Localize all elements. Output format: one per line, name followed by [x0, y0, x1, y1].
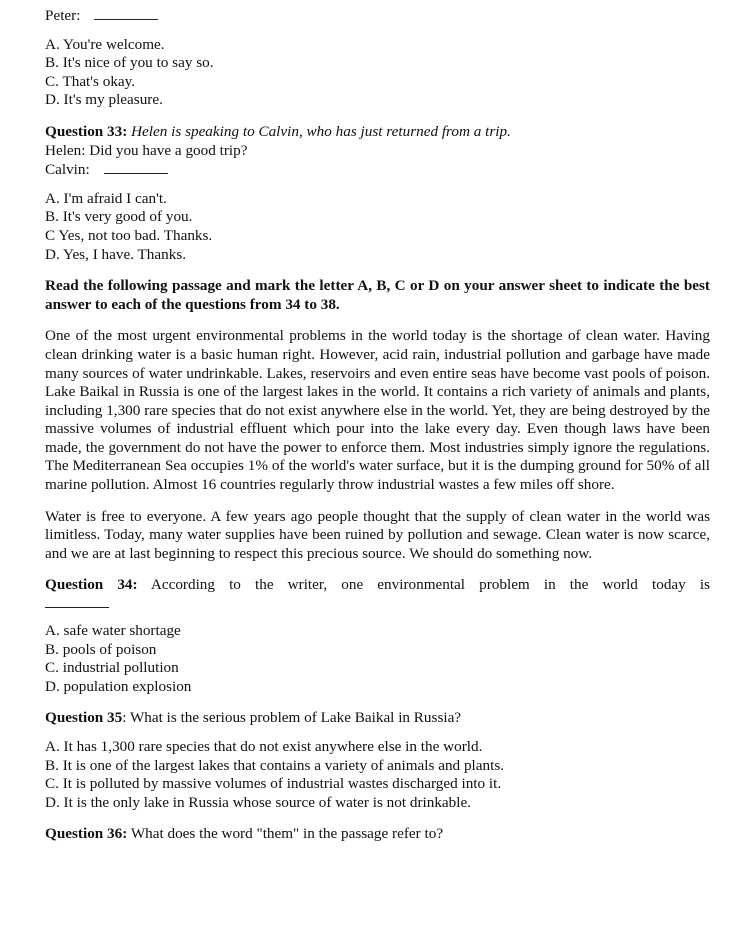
answer-blank: [94, 6, 158, 20]
question-label: Question 34:: [45, 576, 138, 594]
question-33: [45, 123, 710, 142]
passage-paragraph-2: Water is free to everyone. A few years ago people thought that the supply of clean water in the world was limitless. Today, many water supplies have been ruined by pollution and sewage. Clean water is now scarce, and we are at last beginning to respect this precious source. We should do something now.: [45, 507, 710, 562]
option-b: B. pools of poison: [45, 640, 157, 658]
option-a: A. safe water shortage: [45, 622, 181, 640]
option-a: A. It has 1,300 rare species that do not exist anywhere else in the world.: [45, 738, 483, 755]
question-prompt: According to the writer, one environmental problem in the world today is: [150, 576, 710, 594]
reading-instruction: Read the following passage and mark the letter A, B, C or D on your answer sheet to indicate the best answer to each of the questions from 34 to 38.: [45, 277, 710, 313]
option-b: B. It's nice of you to say so.: [45, 54, 214, 72]
option-b: B. It is one of the largest lakes that contains a variety of animals and plants.: [45, 756, 505, 774]
answer-blank: [45, 595, 109, 608]
option-c: C. It is polluted by massive volumes of industrial wastes discharged into it.: [45, 775, 502, 793]
passage-paragraph-1: One of the most urgent environmental problems in the world today is the shortage of clean water. Having clean drinking water is a basic human right. However, acid rain, industrial pollution and garbage have made many sources of water undrinkable. Lakes, reservoirs and even entire seas have become vast pools of poison. Lake Baikal in Russia is one of the largest lakes in the world. It contains a rich variety of animals and plants, including 1,300 rare species that do not exist anywhere else in the world. Yet, they are being destroyed by the massive volumes of industrial effluent which pour into the lake every day. Even though laws have been made, the government do not have the power to enforce them. Most industries simply ignore the regulations. The Mediterranean Sea occupies 1% of the world's water surface, but it is the dumping ground for 50% of all marine pollution. Almost 16 countries regularly throw industrial wastes a few miles off shore.: [45, 327, 710, 494]
option-d: D. It is the only lake in Russia whose source of water is not drinkable.: [45, 793, 472, 811]
option-c: C. That's okay.: [45, 72, 136, 90]
question-35: [45, 709, 710, 728]
question-label: Question 36:: [45, 825, 128, 843]
document-page: [45, 6, 710, 844]
option-b: B. It's very good of you.: [45, 208, 193, 226]
question-prompt: : What is the serious problem of Lake Baikal in Russia?: [122, 709, 462, 727]
option-a: A. I'm afraid I can't.: [45, 189, 167, 207]
question-label: Question 33:: [45, 122, 128, 140]
question-prompt: What does the word "them" in the passage refer to?: [130, 825, 444, 843]
question-label: Question 35: [45, 709, 123, 727]
option-d: D. Yes, I have. Thanks.: [45, 245, 187, 263]
dialogue-line: [45, 160, 710, 180]
option-d: D. It's my pleasure.: [45, 91, 163, 109]
option-c: C Yes, not too bad. Thanks.: [45, 226, 213, 244]
option-d: D. population explosion: [45, 677, 192, 695]
question-36: [45, 825, 710, 844]
answer-blank: [104, 160, 168, 174]
option-c: C. industrial pollution: [45, 659, 179, 677]
dialogue-line: [45, 6, 710, 26]
dialogue-line: Helen: Did you have a good trip?: [45, 141, 248, 159]
speaker-label: Peter:: [45, 7, 81, 24]
option-a: A. You're welcome.: [45, 35, 165, 53]
question-34: [45, 576, 710, 595]
speaker-label: Calvin:: [45, 161, 90, 179]
question-prompt: Helen is speaking to Calvin, who has just returned from a trip.: [131, 122, 511, 140]
